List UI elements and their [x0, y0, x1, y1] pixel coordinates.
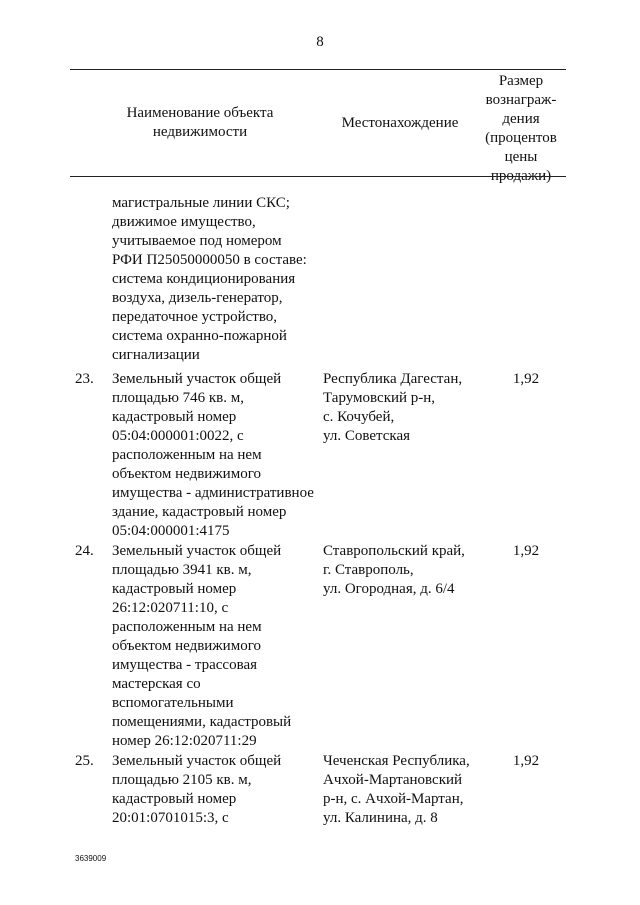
row-name: Земельный участок общей площадью 746 кв. м, кадастровый номер 05:04:000001:0022, с расположенным на нем объектом недвижимого имущества - административное здание, кадастровый номер 05:04:000001:4175: [112, 371, 314, 539]
table-top-rule: [70, 69, 566, 70]
page-number: 8: [316, 34, 324, 50]
header-reward: Размер вознаграж- дения (процентов цены продажи): [485, 73, 557, 184]
row-reward: 1,92: [512, 753, 540, 769]
row-location: Республика Дагестан, Тарумовский р-н, с. Кочубей, ул. Советская: [323, 371, 463, 444]
continued-text: магистральные линии СКС; движимое имущество, учитываемое под номером РФИ П25050000050 в составе: система кондиционирования воздуха, дизель-генератор, передаточное устройство, система охранно-пожарной сигнализации: [112, 195, 307, 363]
header-name: Наименование объекта недвижимости: [126, 105, 274, 140]
footer-code: 3639009: [75, 854, 107, 863]
row-name: Земельный участок общей площадью 3941 кв. м, кадастровый номер 26:12:020711:10, с расположенным на нем объектом недвижимого имущества - трассовая мастерская со вспомогательными помещениями, кадастровый номер 26:12:020711:29: [112, 543, 292, 749]
row-reward: 1,92: [512, 371, 540, 387]
row-reward: 1,92: [512, 543, 540, 559]
table-header-rule: [70, 176, 566, 177]
row-location: Чеченская Республика, Ачхой-Мартановский р-н, с. Ачхой-Мартан, ул. Калинина, д. 8: [323, 753, 470, 826]
row-number: 24.: [75, 543, 94, 559]
row-location: Ставропольский край, г. Ставрополь, ул. Огородная, д. 6/4: [323, 543, 465, 597]
header-location: Местонахождение: [341, 115, 459, 131]
row-number: 25.: [75, 753, 94, 769]
row-number: 23.: [75, 371, 94, 387]
row-name: Земельный участок общей площадью 2105 кв. м, кадастровый номер 20:01:0701015:3, с: [112, 753, 282, 826]
